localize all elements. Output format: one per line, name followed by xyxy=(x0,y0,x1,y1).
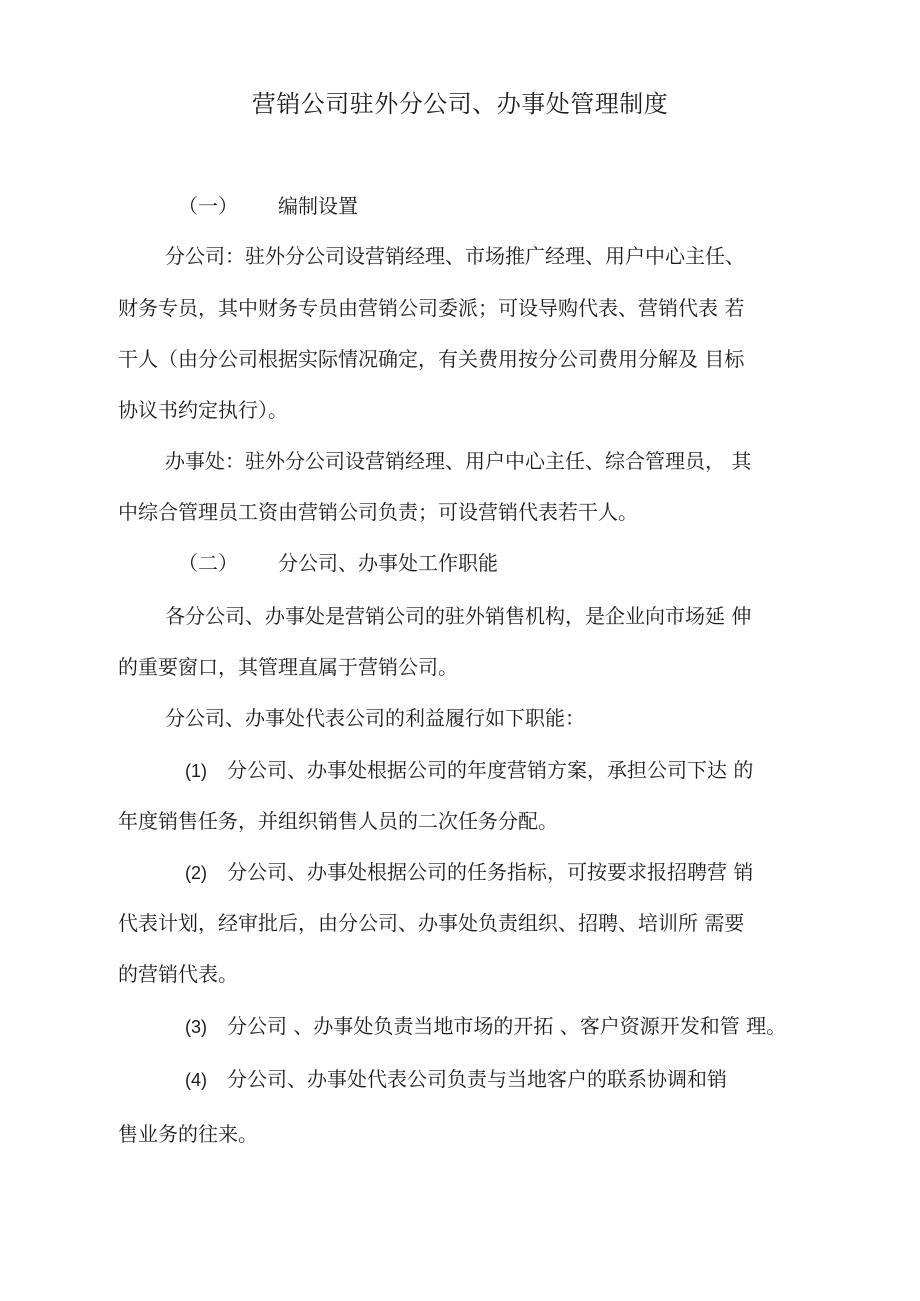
list-item-text: 分公司 、办事处负责当地市场的开拓 、客户资源开发和管 理。 xyxy=(227,1014,787,1038)
section-heading-2 xyxy=(178,548,498,578)
list-item-number: (4) xyxy=(185,1070,207,1090)
paragraph-line: 中综合管理员工资由营销公司负责；可设营销代表若干人。 xyxy=(118,500,638,524)
section-number: （一） xyxy=(178,194,238,218)
section-number: （二） xyxy=(178,551,238,575)
paragraph-line: 年度销售任务，并组织销售人员的二次任务分配。 xyxy=(118,809,558,833)
paragraph-line: 各分公司、办事处是营销公司的驻外销售机构，是企业向市场延 伸 xyxy=(165,604,752,628)
list-item-number: (2) xyxy=(185,863,207,883)
paragraph-line: 分公司、办事处代表公司的利益履行如下职能： xyxy=(165,706,585,730)
paragraph-line: 协议书约定执行）。 xyxy=(118,398,288,422)
paragraph-line: 干人（由分公司根据实际情况确定，有关费用按分公司费用分解及 目标 xyxy=(118,347,745,371)
list-item-number: (3) xyxy=(185,1017,207,1037)
list-item-4 xyxy=(185,1064,727,1095)
paragraph-line: 财务专员，其中财务专员由营销公司委派；可设导购代表、营销代表 若 xyxy=(118,296,745,320)
paragraph-line: 代表计划，经审批后，由分公司、办事处负责组织、招聘、培训所 需要 xyxy=(118,911,745,935)
list-item-1 xyxy=(185,755,753,786)
list-item-text: 分公司、办事处根据公司的任务指标，可按要求报招聘营 销 xyxy=(227,860,754,884)
paragraph-line: 的重要窗口，其管理直属于营销公司。 xyxy=(118,655,458,679)
section-title: 分公司、办事处工作职能 xyxy=(278,551,498,575)
section-heading-1 xyxy=(178,191,358,221)
list-item-3 xyxy=(185,1011,786,1042)
section-title: 编制设置 xyxy=(278,194,358,218)
list-item-number: (1) xyxy=(185,761,207,781)
document-title: 营销公司驻外分公司、办事处管理制度 xyxy=(251,90,669,118)
paragraph-line: 分公司：驻外分公司设营销经理、市场推广经理、用户中心主任、 xyxy=(165,244,745,268)
paragraph-line: 的营销代表。 xyxy=(118,962,238,986)
paragraph-line: 办事处：驻外分公司设营销经理、用户中心主任、综合管理员， 其 xyxy=(165,449,752,473)
paragraph-line: 售业务的往来。 xyxy=(118,1122,258,1146)
list-item-text: 分公司、办事处代表公司负责与当地客户的联系协调和销 xyxy=(227,1067,727,1091)
list-item-text: 分公司、办事处根据公司的年度营销方案，承担公司下达 的 xyxy=(227,758,754,782)
list-item-2 xyxy=(185,857,753,888)
